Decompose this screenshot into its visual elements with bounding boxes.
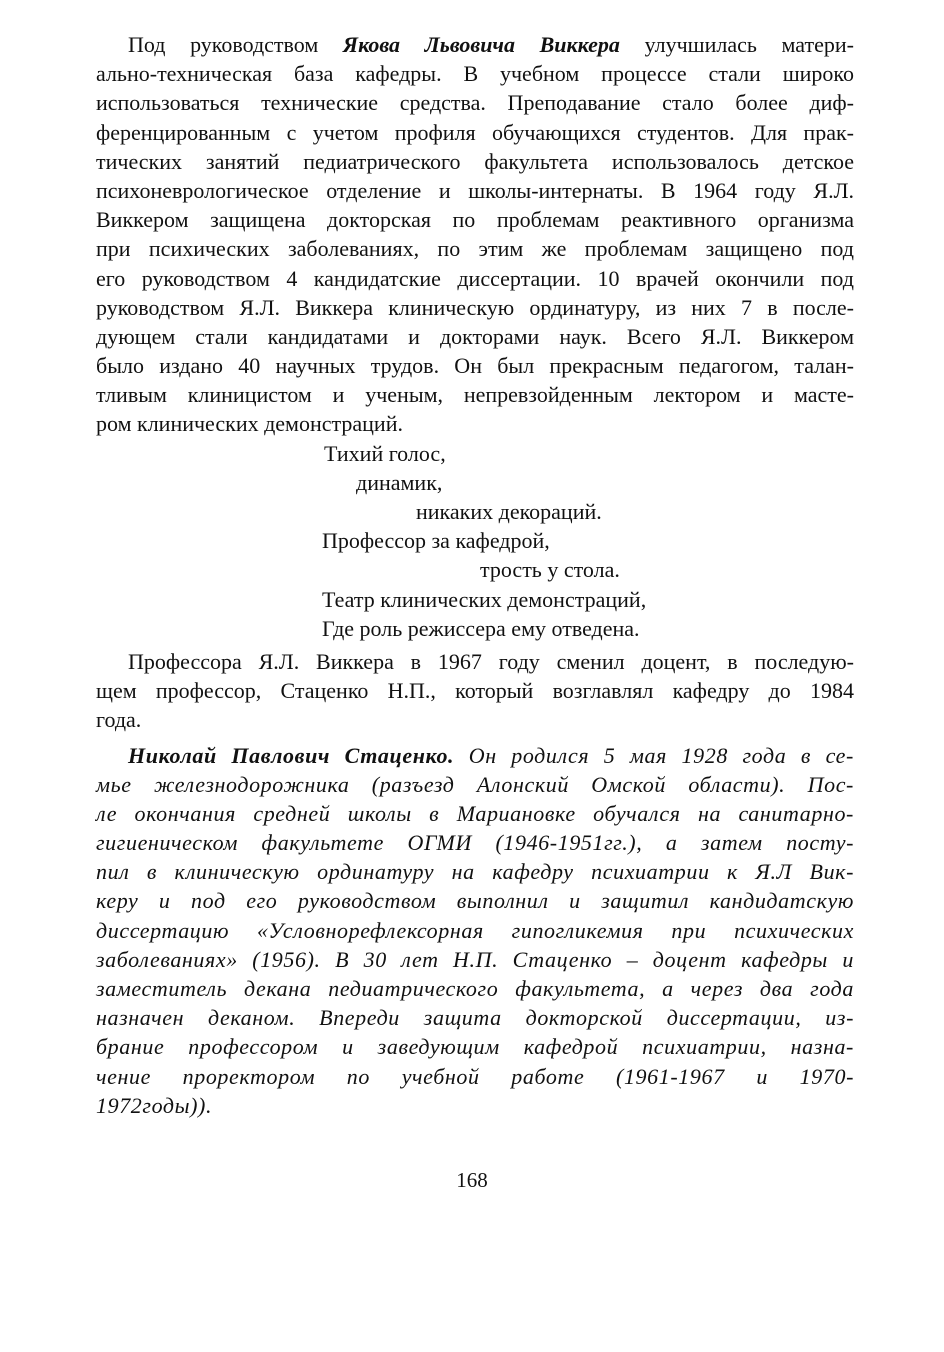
text-line: тических занятий педиатрического факультета использовалось детское [96, 148, 854, 174]
text-line: было издано 40 научных трудов. Он был прекрасным педагогом, талан- [96, 353, 854, 379]
page-content [96, 30, 854, 1120]
text-run: Под руководством [128, 32, 343, 57]
text-line: руководством Я.Л. Виккера клиническую ординатуру, из них 7 в после- [96, 294, 854, 320]
text-line: Виккером защищена докторская по проблемам реактивного организма [96, 207, 854, 233]
text-line: керу и под его руководством выполнил и защитил кандидатскую [96, 888, 854, 914]
poem [96, 439, 854, 643]
text-line: тливым клиницистом и ученым, непревзойденным лектором и масте- [96, 382, 854, 408]
text-line: 1972годы)). [96, 1092, 213, 1118]
poem-line: Театр клинических демонстраций, [322, 586, 647, 612]
text-line: ференцированным с учетом профиля обучающихся студентов. Для прак- [96, 119, 854, 145]
page-number: 168 [456, 1168, 488, 1192]
paragraph-vikker [96, 30, 854, 439]
text-line: ально-техническая база кафедры. В учебном процессе стали широко [96, 61, 854, 87]
text-line: щем профессор, Стаценко Н.П., который возглавлял кафедру до 1984 [96, 678, 854, 704]
poem-line: Где роль режиссера ему отведена. [322, 615, 640, 641]
text-line: заболеваниях» (1956). В 30 лет Н.П. Стаценко – доцент кафедры и [96, 946, 854, 972]
text-line: гигиеническом факультете ОГМИ (1946-1951гг.), а затем посту- [96, 830, 854, 856]
text-run: Он родился 5 мая 1928 года в се- [454, 742, 854, 768]
text-line: дующем стали кандидатами и докторами наук. Всего Я.Л. Виккером [96, 323, 854, 349]
text-line: Профессора Я.Л. Виккера в 1967 году сменил доцент, в последую- [128, 648, 854, 674]
text-line: психоневрологическое отделение и школы-интернаты. В 1964 году Я.Л. [96, 177, 854, 203]
poem-line: динамик, [356, 469, 443, 495]
text-line: брание профессором и заведующим кафедрой психиатрии, назна- [96, 1034, 854, 1060]
paragraph-statsenko-succession [96, 647, 854, 735]
emphasized-name: Якова Львовича Виккера [342, 32, 620, 57]
emphasized-name: Николай Павлович Стаценко. [128, 742, 455, 768]
poem-line: Тихий голос, [324, 440, 446, 466]
text-line: чение проректором по учебной работе (1961-1967 и 1970- [96, 1063, 854, 1089]
poem-line: Профессор за кафедрой, [322, 528, 550, 554]
text-line: мье железнодорожника (разъезд Алонский Омской области). Пос- [96, 771, 854, 797]
text-line: диссертацию «Условнорефлексорная гипогликемия при психических [96, 917, 854, 943]
text-line [96, 741, 854, 770]
poem-line: трость у стола. [480, 557, 620, 583]
text-line [96, 30, 854, 59]
poem-line: никаких декораций. [416, 499, 602, 524]
text-line: заместитель декана педиатрического факультета, а через два года [96, 976, 854, 1001]
text-line: его руководством 4 кандидатские диссертации. 10 врачей окончили под [96, 265, 854, 291]
text-line: года. [96, 707, 142, 733]
text-line: пил в клиническую ординатуру на кафедру психиатрии к Я.Л Вик- [96, 859, 854, 885]
text-line: использоваться технические средства. Преподавание стало более диф- [96, 90, 854, 116]
text-line: назначен деканом. Впереди защита докторской диссертации, из- [96, 1005, 854, 1031]
text-line: ром клинических демонстраций. [96, 411, 403, 437]
text-line: при психических заболеваниях, по этим же проблемам защищено под [96, 236, 854, 262]
text-line: ле окончания средней школы в Мариановке обучался на санитарно- [96, 800, 854, 826]
paragraph-statsenko-bio [96, 741, 854, 1120]
text-run: улучшилась матери- [619, 32, 854, 57]
